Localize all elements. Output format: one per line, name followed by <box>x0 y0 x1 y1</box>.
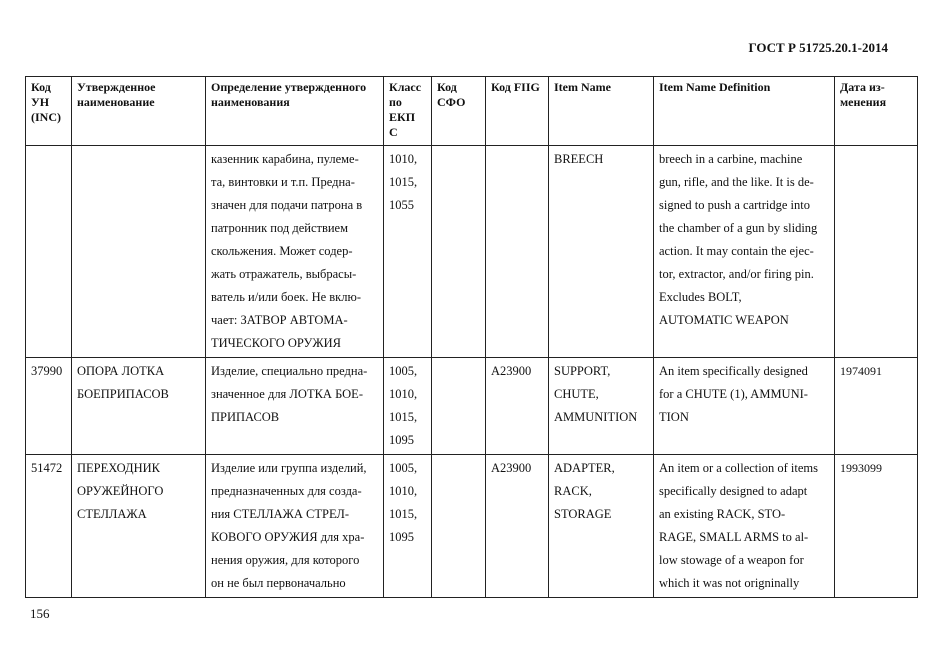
cell-line: 1015, <box>389 175 418 189</box>
cell-line: signed to push a cartridge into <box>659 198 811 212</box>
cell-line: TION <box>659 410 689 424</box>
cell-line: та, винтовки и т.п. Предна- <box>211 175 355 189</box>
cell-line: 1015, <box>389 507 418 521</box>
cell-line: gun, rifle, and the like. It is de- <box>659 175 814 189</box>
cell-item-definition <box>654 455 835 598</box>
cell-sfo-code <box>432 455 486 598</box>
table-header-row <box>26 77 918 146</box>
header-definition: Определение утвержденного наименования <box>206 77 384 146</box>
cell-item-name <box>549 146 654 358</box>
cell-line: SUPPORT, <box>554 364 611 378</box>
cell-line: чает: ЗАТВОР АВТОМА- <box>211 313 348 327</box>
cell-class <box>384 146 432 358</box>
cell-sfo-code <box>432 358 486 455</box>
document-id: ГОСТ Р 51725.20.1-2014 <box>748 40 888 55</box>
cell-line: AUTOMATIC WEAPON <box>659 313 789 327</box>
cell-line: ния СТЕЛЛАЖА СТРЕЛ- <box>211 507 350 521</box>
header-inc-code: Код УН (INC) <box>26 77 72 146</box>
cell-line: 1095 <box>389 530 414 544</box>
cell-line: 1015, <box>389 410 418 424</box>
cell-line: нения оружия, для которого <box>211 553 360 567</box>
cell-approved-name <box>72 358 206 455</box>
cell-change-date <box>835 146 918 358</box>
cell-line: БОЕПРИПАСОВ <box>77 387 169 401</box>
cell-line: An item or a collection of items <box>659 461 818 475</box>
cell-line: жать отражатель, выбрасы- <box>211 267 357 281</box>
cell-line: ПРИПАСОВ <box>211 410 280 424</box>
cell-line: ватель и/или боек. Не вклю- <box>211 290 361 304</box>
cell-change-date <box>835 455 918 598</box>
nomenclature-table <box>25 76 918 598</box>
header-item-name-definition: Item Name Definition <box>654 77 835 146</box>
cell-item-name <box>549 358 654 455</box>
cell-line: the chamber of a gun by sliding <box>659 221 818 235</box>
cell-line: значен для подачи патрона в <box>211 198 363 212</box>
cell-line: ADAPTER, <box>554 461 615 475</box>
cell-line: specifically designed to adapt <box>659 484 808 498</box>
page-number: 156 <box>30 606 50 621</box>
cell-sfo-code <box>432 146 486 358</box>
cell-value: A23900 <box>491 461 532 475</box>
cell-line: STORAGE <box>554 507 612 521</box>
cell-line: which it was not origninally <box>659 576 800 590</box>
cell-line: RAGE, SMALL ARMS to al- <box>659 530 809 544</box>
cell-line: ПЕРЕХОДНИК <box>77 461 160 475</box>
cell-line: патронник под действием <box>211 221 349 235</box>
cell-line: 1095 <box>389 433 414 447</box>
cell-inc-code <box>26 455 72 598</box>
cell-change-date <box>835 358 918 455</box>
cell-fiig-code <box>486 358 549 455</box>
cell-value: A23900 <box>491 364 532 378</box>
cell-value: 1993099 <box>840 461 882 475</box>
cell-line: an existing RACK, STO- <box>659 507 786 521</box>
cell-line: 1010, <box>389 387 418 401</box>
cell-definition <box>206 358 384 455</box>
cell-class <box>384 455 432 598</box>
header-change-date: Дата из-менения <box>835 77 918 146</box>
cell-line: 1010, <box>389 152 418 166</box>
cell-line: КОВОГО ОРУЖИЯ для хра- <box>211 530 365 544</box>
cell-line: An item specifically designed <box>659 364 808 378</box>
cell-line: казенник карабина, пулеме- <box>211 152 359 166</box>
header-item-name: Item Name <box>549 77 654 146</box>
cell-line: tor, extractor, and/or firing pin. <box>659 267 814 281</box>
cell-line: ОПОРА ЛОТКА <box>77 364 165 378</box>
cell-line: 1005, <box>389 461 418 475</box>
cell-line: BREECH <box>554 152 604 166</box>
cell-approved-name <box>72 455 206 598</box>
cell-inc-code <box>26 146 72 358</box>
cell-fiig-code <box>486 455 549 598</box>
cell-class <box>384 358 432 455</box>
cell-line: 1055 <box>389 198 414 212</box>
cell-fiig-code <box>486 146 549 358</box>
cell-line: скольжения. Может содер- <box>211 244 353 258</box>
cell-line: ТИЧЕСКОГО ОРУЖИЯ <box>211 336 341 350</box>
cell-line: Изделие или группа изделий, <box>211 461 367 475</box>
cell-line: action. It may contain the ejec- <box>659 244 814 258</box>
cell-value: 1974091 <box>840 364 882 378</box>
cell-value: 37990 <box>31 364 63 378</box>
cell-line: RACK, <box>554 484 592 498</box>
cell-line: предназначенных для созда- <box>211 484 362 498</box>
cell-line: 1010, <box>389 484 418 498</box>
table-row <box>26 146 918 358</box>
table-row <box>26 358 918 455</box>
cell-line: for a CHUTE (1), AMMUNI- <box>659 387 808 401</box>
table-row <box>26 455 918 598</box>
header-sfo-code: Код СФО <box>432 77 486 146</box>
header-approved-name: Утвержденное наименование <box>72 77 206 146</box>
cell-line: значенное для ЛОТКА БОЕ- <box>211 387 363 401</box>
header-fiig-code: Код FIIG <box>486 77 549 146</box>
cell-line: 1005, <box>389 364 418 378</box>
cell-line: low stowage of a weapon for <box>659 553 804 567</box>
cell-line: AMMUNITION <box>554 410 638 424</box>
cell-approved-name <box>72 146 206 358</box>
cell-line: Изделие, специально предна- <box>211 364 368 378</box>
cell-definition <box>206 146 384 358</box>
cell-line: breech in a carbine, machine <box>659 152 803 166</box>
cell-line: Excludes BOLT, <box>659 290 742 304</box>
cell-item-definition <box>654 358 835 455</box>
cell-inc-code <box>26 358 72 455</box>
header-class: Класс по ЕКП С <box>384 77 432 146</box>
cell-item-name <box>549 455 654 598</box>
cell-definition <box>206 455 384 598</box>
cell-line: он не был первоначально <box>211 576 346 590</box>
cell-item-definition <box>654 146 835 358</box>
cell-line: CHUTE, <box>554 387 599 401</box>
cell-line: ОРУЖЕЙНОГО <box>77 484 164 498</box>
cell-line: СТЕЛЛАЖА <box>77 507 147 521</box>
cell-value: 51472 <box>31 461 63 475</box>
